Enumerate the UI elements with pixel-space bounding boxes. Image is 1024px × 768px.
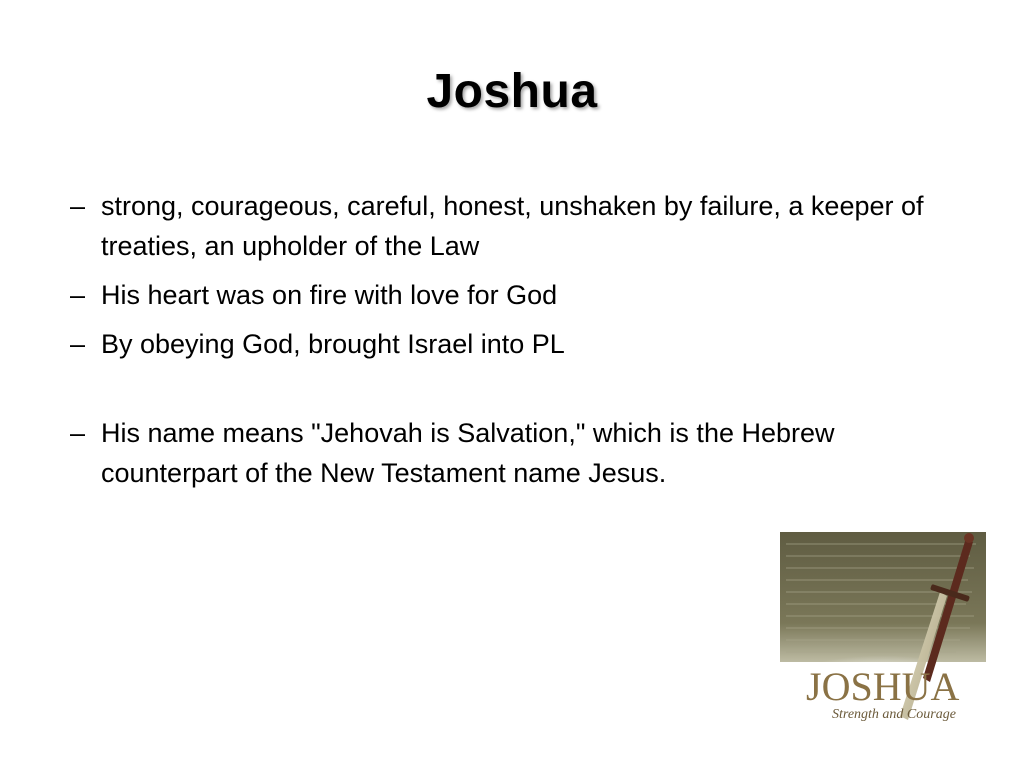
bullet-item — [70, 324, 970, 364]
bullet-item — [70, 413, 970, 493]
cover-subtitle: Strength and Courage — [832, 707, 956, 722]
bullet-text: By obeying God, brought Israel into PL — [101, 329, 565, 359]
bullet-text: strong, courageous, careful, honest, unshaken by failure, a keeper of treaties, an upholder of the Law — [101, 191, 924, 261]
joshua-cover-art — [780, 532, 986, 732]
bullet-text: His name means "Jehovah is Salvation," which is the Hebrew counterpart of the New Testament name Jesus. — [101, 418, 835, 488]
bullet-dash: – — [70, 329, 86, 359]
joshua-cover-image — [780, 532, 986, 732]
bullet-list — [70, 186, 970, 502]
bullet-text: His heart was on fire with love for God — [101, 280, 558, 310]
bullet-dash: – — [70, 280, 86, 310]
bullet-dash: – — [70, 418, 86, 448]
bullet-item — [70, 186, 970, 266]
bullet-dash: – — [70, 191, 86, 221]
bullet-item — [70, 275, 970, 315]
cover-title: JOSHUA — [806, 664, 960, 709]
slide-title: Joshua — [426, 65, 598, 118]
